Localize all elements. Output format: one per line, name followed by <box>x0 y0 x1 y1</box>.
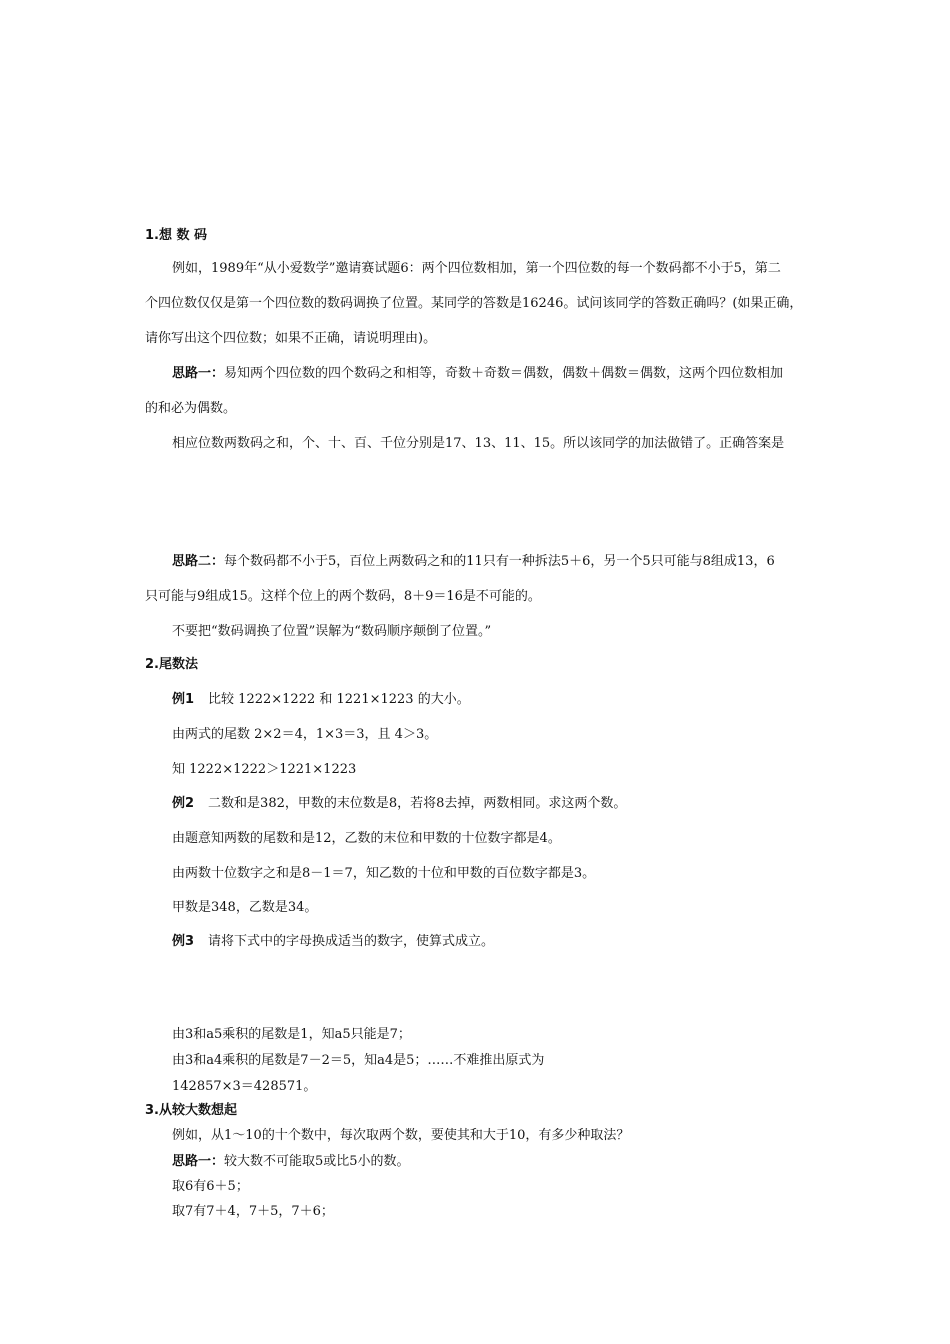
idea-two-line <box>172 554 775 570</box>
paragraph-line: 取7有7＋4，7＋5，7＋6； <box>172 1204 334 1219</box>
paragraph-line: 相应位数两数码之和，个、十、百、千位分别是17、13、11、15。所以该同学的加法做错了。正确答案是 <box>172 436 785 451</box>
section-heading-3: 3.从较大数想起 <box>145 1103 237 1118</box>
paragraph-line: 取6有6＋5； <box>172 1179 249 1194</box>
idea-text: 较大数不可能取5或比5小的数。 <box>224 1154 410 1169</box>
paragraph-line: 由3和a5乘积的尾数是1，知a5只能是7； <box>172 1027 411 1042</box>
example-label: 例3 <box>172 934 195 949</box>
idea-one-line <box>172 366 783 382</box>
example-3 <box>172 934 494 950</box>
paragraph-line: 例如，从1～10的十个数中，每次取两个数，要使其和大于10，有多少种取法？ <box>172 1128 630 1143</box>
idea-label: 思路二： <box>172 554 225 569</box>
note-line: 不要把“数码调换了位置”误解为“数码顺序颠倒了位置。” <box>172 624 492 639</box>
paragraph-line: 知 1222×1222＞1221×1223 <box>172 762 357 777</box>
section-heading-1: 1.想 数 码 <box>145 228 208 243</box>
example-text: 比较 1222×1222 和 1221×1223 的大小。 <box>208 692 470 707</box>
paragraph-line: 142857×3＝428571。 <box>172 1079 317 1094</box>
paragraph-line: 例如，1989年“从小爱数学”邀请赛试题6：两个四位数相加，第一个四位数的每一个数码都不小于5，第二 <box>172 261 781 276</box>
example-label: 例1 <box>172 692 195 707</box>
example-text: 二数和是382，甲数的末位数是8，若将8去掉，两数相同。求这两个数。 <box>208 796 627 811</box>
example-2 <box>172 796 626 812</box>
paragraph-line: 请你写出这个四位数；如果不正确，请说明理由)。 <box>145 331 437 346</box>
example-1 <box>172 692 470 708</box>
paragraph-line: 由题意知两数的尾数和是12，乙数的末位和甲数的十位数字都是4。 <box>172 831 561 846</box>
section-heading-2: 2.尾数法 <box>145 657 198 672</box>
example-label: 例2 <box>172 796 195 811</box>
example-text: 请将下式中的字母换成适当的数字，使算式成立。 <box>208 934 495 949</box>
idea-label: 思路一： <box>172 1154 225 1169</box>
idea-text: 每个数码都不小于5，百位上两数码之和的11只有一种拆法5＋6，另一个5只可能与8组成13，6 <box>224 554 775 569</box>
idea-text: 易知两个四位数的四个数码之和相等，奇数＋奇数＝偶数，偶数＋偶数＝偶数，这两个四位数相加 <box>224 366 784 381</box>
paragraph-line: 甲数是348，乙数是34。 <box>172 900 318 915</box>
paragraph-line: 只可能与9组成15。这样个位上的两个数码，8＋9＝16是不可能的。 <box>145 589 541 604</box>
idea-one-line <box>172 1154 410 1170</box>
idea-label: 思路一： <box>172 366 225 381</box>
paragraph-line: 由两数十位数字之和是8－1＝7，知乙数的十位和甲数的百位数字都是3。 <box>172 866 596 881</box>
paragraph-line: 由两式的尾数 2×2＝4，1×3＝3，且 4＞3。 <box>172 727 438 742</box>
paragraph-line: 由3和a4乘积的尾数是7－2＝5，知a4是5；……不难推出原式为 <box>172 1053 545 1068</box>
paragraph-line: 的和必为偶数。 <box>145 401 237 416</box>
paragraph-line: 个四位数仅仅是第一个四位数的数码调换了位置。某同学的答数是16246。试问该同学的答数正确吗？(如果正确， <box>145 296 803 311</box>
